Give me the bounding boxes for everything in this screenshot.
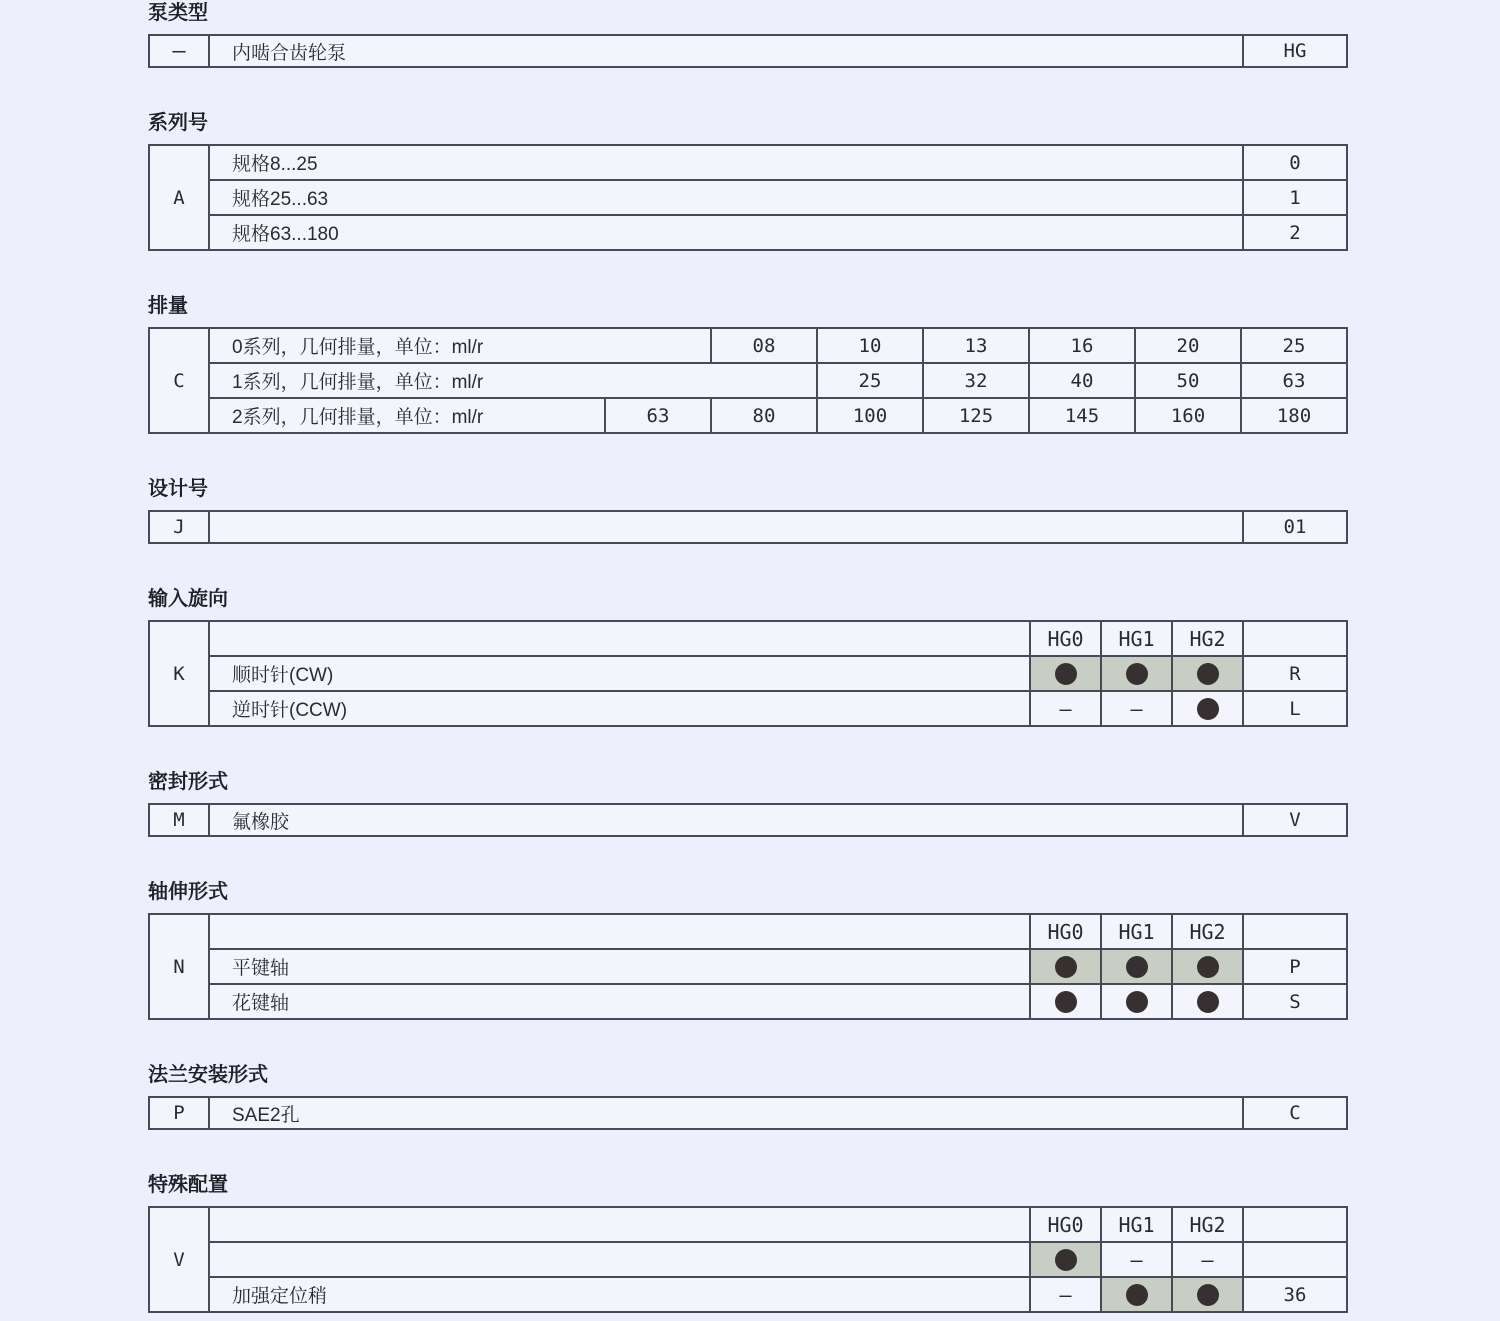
label-cell: 规格25...63 [232, 189, 329, 210]
label-cell: 花键轴 [232, 993, 290, 1014]
mark-cell [1171, 985, 1242, 1018]
mark-cell: — [1029, 692, 1100, 725]
label-cell: 2系列，几何排量，单位：ml/r [232, 407, 484, 428]
table-row [210, 179, 1346, 214]
hg-header-cell: HG0 [1029, 915, 1100, 948]
letter-cell: J [150, 512, 210, 542]
table-row [210, 983, 1346, 1018]
mark-cell [1100, 1278, 1171, 1311]
section-title: 系列号 [148, 112, 208, 134]
hg-header-cell: HG1 [1100, 622, 1171, 655]
value-cell: 08 [710, 329, 816, 362]
table-row [210, 397, 1346, 432]
value-cell: 16 [1028, 329, 1134, 362]
mark-cell [1171, 657, 1242, 690]
value-cell: 100 [816, 399, 922, 432]
table-row [210, 329, 1346, 362]
code-cell: R [1242, 657, 1346, 690]
section-pump-type [148, 2, 1500, 68]
mark-cell: — [1029, 1278, 1100, 1311]
mark-cell [1029, 657, 1100, 690]
code-cell: 1 [1242, 181, 1346, 214]
letter-cell: N [150, 915, 210, 1018]
code-cell: S [1242, 985, 1346, 1018]
hg-header-cell: HG0 [1029, 1208, 1100, 1241]
table-row [210, 362, 1346, 397]
section-flange [148, 1064, 1500, 1130]
header-row [210, 1208, 1346, 1241]
flange-table [148, 1096, 1348, 1130]
table-row [210, 655, 1346, 690]
value-cell: 50 [1134, 364, 1240, 397]
code-cell [1242, 915, 1346, 948]
table-row [210, 690, 1346, 725]
label-cell: 1系列，几何排量，单位：ml/r [232, 372, 484, 393]
label-cell: 平键轴 [232, 958, 290, 979]
header-row [210, 622, 1346, 655]
code-cell: 2 [1242, 216, 1346, 249]
section-title: 密封形式 [148, 771, 228, 793]
value-cell: 20 [1134, 329, 1240, 362]
letter-cell: M [150, 805, 210, 835]
code-cell: 36 [1242, 1278, 1346, 1311]
code-cell: HG [1242, 36, 1346, 66]
label-cell: 0系列，几何排量，单位：ml/r [232, 337, 484, 358]
mark-cell [1029, 950, 1100, 983]
mark-cell: — [1100, 1243, 1171, 1276]
label-cell [210, 622, 1029, 655]
section-title: 输入旋向 [148, 588, 228, 610]
code-cell: P [1242, 950, 1346, 983]
letter-cell: V [150, 1208, 210, 1311]
mark-cell [1171, 692, 1242, 725]
section-special [148, 1174, 1500, 1313]
header-row [210, 915, 1346, 948]
code-cell: C [1242, 1098, 1346, 1128]
label-cell: 氟橡胶 [232, 811, 290, 833]
label-cell [210, 512, 1242, 542]
label-cell: 加强定位稍 [232, 1286, 328, 1307]
label-cell: 顺时针(CW) [232, 665, 334, 686]
code-cell [1242, 1208, 1346, 1241]
table-row [210, 805, 1346, 835]
code-cell: 01 [1242, 512, 1346, 542]
letter-cell: A [150, 146, 210, 249]
value-cell: 160 [1134, 399, 1240, 432]
rotation-table [148, 620, 1348, 727]
section-title: 排量 [148, 295, 188, 317]
mark-cell [1100, 950, 1171, 983]
section-shaft [148, 881, 1500, 1020]
value-cell: 180 [1240, 399, 1346, 432]
value-cell: 63 [1240, 364, 1346, 397]
section-title: 设计号 [148, 478, 208, 500]
mark-cell [1029, 1243, 1100, 1276]
section-displacement [148, 295, 1500, 434]
label-cell [210, 1243, 1029, 1276]
value-cell: 10 [816, 329, 922, 362]
design-number-table [148, 510, 1348, 544]
section-series [148, 112, 1500, 251]
seal-table [148, 803, 1348, 837]
table-row [210, 1276, 1346, 1311]
letter-cell: — [150, 36, 210, 66]
series-table [148, 144, 1348, 251]
section-seal [148, 771, 1500, 837]
value-cell: 25 [816, 364, 922, 397]
section-rotation [148, 588, 1500, 727]
section-title: 法兰安装形式 [148, 1064, 268, 1086]
section-design-number [148, 478, 1500, 544]
table-row [210, 948, 1346, 983]
label-cell: 规格8...25 [232, 154, 318, 175]
section-title: 泵类型 [148, 2, 208, 24]
mark-cell [1100, 657, 1171, 690]
value-cell: 63 [604, 399, 710, 432]
hg-header-cell: HG0 [1029, 622, 1100, 655]
displacement-table [148, 327, 1348, 434]
value-cell: 32 [922, 364, 1028, 397]
table-row [210, 36, 1346, 66]
label-cell: 规格63...180 [232, 224, 339, 245]
mark-cell [1029, 985, 1100, 1018]
value-cell: 145 [1028, 399, 1134, 432]
value-cell: 40 [1028, 364, 1134, 397]
label-cell [210, 1208, 1029, 1241]
table-row [210, 1241, 1346, 1276]
table-row [210, 214, 1346, 249]
code-cell: 0 [1242, 146, 1346, 179]
code-cell: L [1242, 692, 1346, 725]
code-cell: V [1242, 805, 1346, 835]
value-cell: 80 [710, 399, 816, 432]
mark-cell [1171, 950, 1242, 983]
code-cell [1242, 1243, 1346, 1276]
mark-cell: — [1100, 692, 1171, 725]
mark-cell [1100, 985, 1171, 1018]
label-cell [210, 915, 1029, 948]
letter-cell: P [150, 1098, 210, 1128]
table-row [210, 512, 1346, 542]
hg-header-cell: HG2 [1171, 915, 1242, 948]
hg-header-cell: HG1 [1100, 915, 1171, 948]
table-row [210, 146, 1346, 179]
label-cell: 内啮合齿轮泵 [232, 42, 347, 64]
pump-type-table [148, 34, 1348, 68]
section-title: 轴伸形式 [148, 881, 228, 903]
section-title: 特殊配置 [148, 1174, 228, 1196]
value-cell: 25 [1240, 329, 1346, 362]
mark-cell: — [1171, 1243, 1242, 1276]
table-row [210, 1098, 1346, 1128]
label-cell: 逆时针(CCW) [232, 700, 348, 721]
hg-header-cell: HG1 [1100, 1208, 1171, 1241]
value-cell: 13 [922, 329, 1028, 362]
label-cell: SAE2孔 [232, 1104, 300, 1126]
shaft-table [148, 913, 1348, 1020]
letter-cell: K [150, 622, 210, 725]
mark-cell [1171, 1278, 1242, 1311]
hg-header-cell: HG2 [1171, 622, 1242, 655]
code-cell [1242, 622, 1346, 655]
value-cell: 125 [922, 399, 1028, 432]
hg-header-cell: HG2 [1171, 1208, 1242, 1241]
letter-cell: C [150, 329, 210, 432]
special-table [148, 1206, 1348, 1313]
